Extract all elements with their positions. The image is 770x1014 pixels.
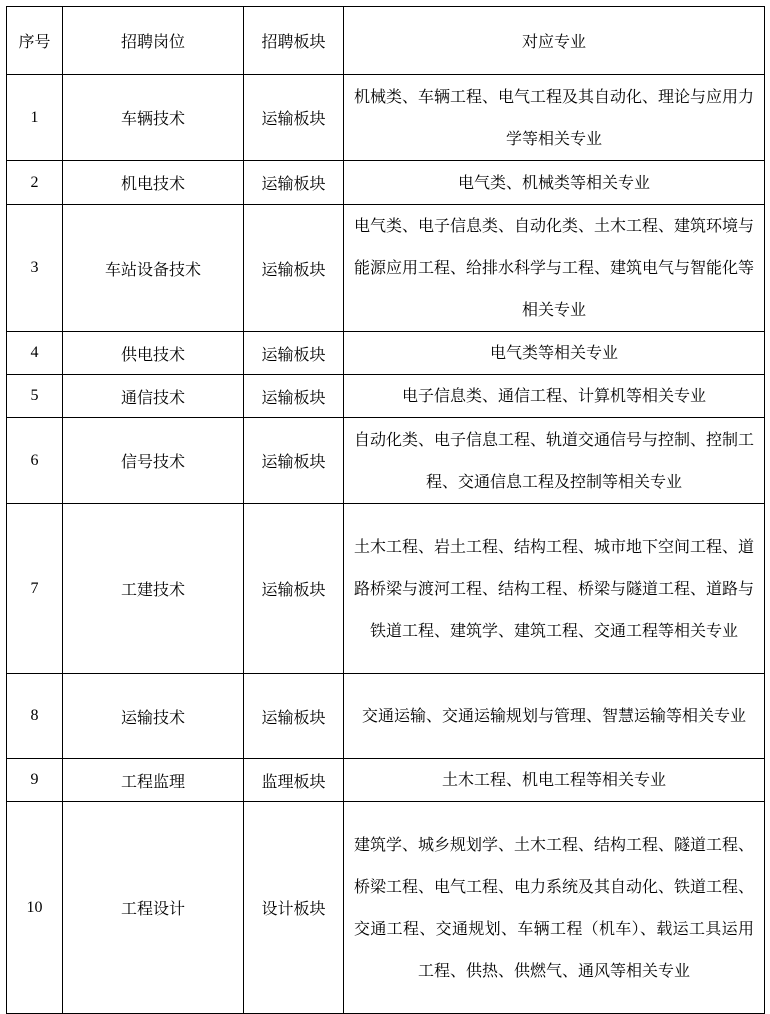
row-sector: 运输板块 <box>244 75 344 161</box>
table-row <box>7 418 765 504</box>
row-major: 交通运输、交通运输规划与管理、智慧运输等相关专业 <box>344 674 765 759</box>
row-major: 自动化类、电子信息工程、轨道交通信号与控制、控制工程、交通信息工程及控制等相关专业 <box>344 418 765 504</box>
row-position: 运输技术 <box>63 674 244 759</box>
row-sector: 运输板块 <box>244 504 344 674</box>
row-position: 工程监理 <box>63 759 244 802</box>
row-sector: 运输板块 <box>244 674 344 759</box>
row-position: 信号技术 <box>63 418 244 504</box>
header-major: 对应专业 <box>344 7 765 75</box>
row-no: 2 <box>7 161 63 205</box>
row-position: 工程设计 <box>63 802 244 1014</box>
row-position: 供电技术 <box>63 332 244 375</box>
row-sector: 运输板块 <box>244 418 344 504</box>
row-no: 7 <box>7 504 63 674</box>
row-position: 通信技术 <box>63 375 244 418</box>
row-major: 土木工程、岩土工程、结构工程、城市地下空间工程、道路桥梁与渡河工程、结构工程、桥梁与隧道工程、道路与铁道工程、建筑学、建筑工程、交通工程等相关专业 <box>344 504 765 674</box>
row-major: 建筑学、城乡规划学、土木工程、结构工程、隧道工程、桥梁工程、电气工程、电力系统及其自动化、铁道工程、交通工程、交通规划、车辆工程（机车）、载运工具运用工程、供热、供燃气、通风等相关专业 <box>344 802 765 1014</box>
header-no: 序号 <box>7 7 63 75</box>
row-sector: 运输板块 <box>244 161 344 205</box>
row-major: 电气类等相关专业 <box>344 332 765 375</box>
row-no: 6 <box>7 418 63 504</box>
header-position: 招聘岗位 <box>63 7 244 75</box>
row-sector: 运输板块 <box>244 332 344 375</box>
row-position: 机电技术 <box>63 161 244 205</box>
row-position: 车辆技术 <box>63 75 244 161</box>
table-row <box>7 75 765 161</box>
row-no: 1 <box>7 75 63 161</box>
table-row <box>7 375 765 418</box>
row-sector: 运输板块 <box>244 205 344 332</box>
row-major: 电气类、电子信息类、自动化类、土木工程、建筑环境与能源应用工程、给排水科学与工程、建筑电气与智能化等相关专业 <box>344 205 765 332</box>
row-sector: 监理板块 <box>244 759 344 802</box>
table-row <box>7 161 765 205</box>
row-major: 土木工程、机电工程等相关专业 <box>344 759 765 802</box>
row-position: 工建技术 <box>63 504 244 674</box>
table-row <box>7 674 765 759</box>
row-no: 3 <box>7 205 63 332</box>
row-no: 5 <box>7 375 63 418</box>
row-major: 电子信息类、通信工程、计算机等相关专业 <box>344 375 765 418</box>
row-no: 8 <box>7 674 63 759</box>
row-no: 10 <box>7 802 63 1014</box>
table-row <box>7 802 765 1014</box>
header-sector: 招聘板块 <box>244 7 344 75</box>
table-row <box>7 759 765 802</box>
row-sector: 运输板块 <box>244 375 344 418</box>
row-no: 9 <box>7 759 63 802</box>
row-sector: 设计板块 <box>244 802 344 1014</box>
table-row <box>7 504 765 674</box>
table-row <box>7 205 765 332</box>
header-row <box>7 7 765 75</box>
row-no: 4 <box>7 332 63 375</box>
table-row <box>7 332 765 375</box>
row-major: 机械类、车辆工程、电气工程及其自动化、理论与应用力学等相关专业 <box>344 75 765 161</box>
row-major: 电气类、机械类等相关专业 <box>344 161 765 205</box>
recruitment-table <box>6 6 765 1014</box>
row-position: 车站设备技术 <box>63 205 244 332</box>
